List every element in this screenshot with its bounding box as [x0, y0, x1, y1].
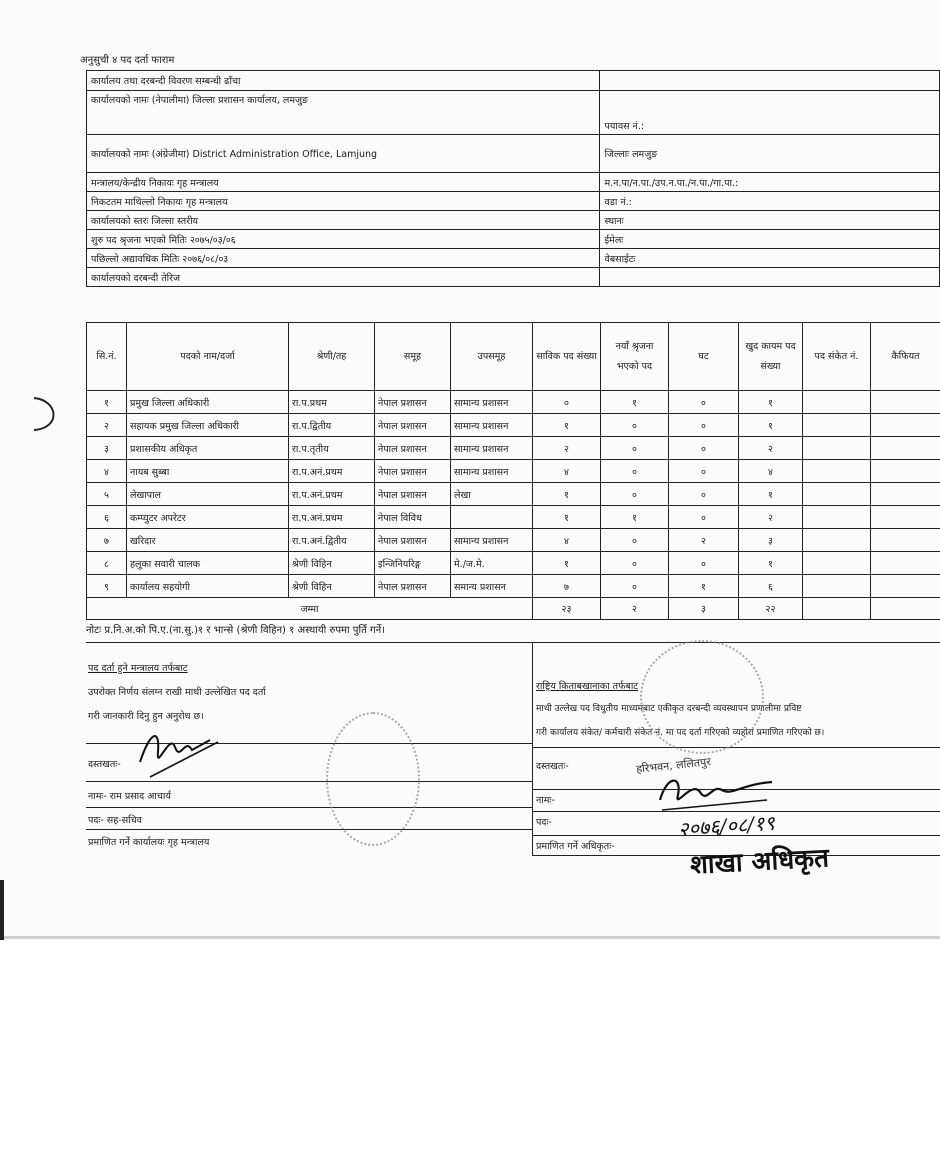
cell-empty [871, 575, 940, 598]
note: नोटः प्र.नि.अ.को पि.ए.(ना.सु.)१ र भान्से (श्रेणी विहिन) १ अस्थायी रुपमा पुर्ति गर्ने। [86, 625, 385, 636]
cell-subgroup: लेखा [451, 483, 533, 506]
total-net: २२ [739, 598, 803, 620]
cell-subgroup: समान्य प्रशासन [451, 575, 533, 598]
cell-empty [803, 506, 871, 529]
col-header: घट [669, 323, 739, 391]
cell-new: ० [601, 483, 669, 506]
cell-net: १ [739, 552, 803, 575]
right-cert-officer: प्रमाणित गर्ने अधिकृतः- [536, 841, 615, 852]
last-update: पछिल्लो अद्यावधिक मितिः २०७६/०८/०३ [87, 249, 600, 268]
cell-dec: ० [669, 506, 739, 529]
cell-grade: श्रेणी विहिन [289, 575, 375, 598]
cell-post: हलुका सवारी चालक [127, 552, 289, 575]
col-header: श्रेणी/तह [289, 323, 375, 391]
cell-net: १ [739, 391, 803, 414]
right-post: पदः- [536, 817, 552, 828]
cell-grade: रा.प.अनं.द्वितीय [289, 529, 375, 552]
total-prev: २३ [533, 598, 601, 620]
cell-group: इन्जिनियरिङ्ग [375, 552, 451, 575]
table-row [87, 575, 940, 598]
table-row [87, 414, 940, 437]
col-header: कैफियत [871, 323, 940, 391]
cell-subgroup: सामान्य प्रशासन [451, 414, 533, 437]
office-info-table [86, 70, 940, 287]
cell-post: कम्प्युटर अपरेटर [127, 506, 289, 529]
total-dec: ३ [669, 598, 739, 620]
right-sign-label: दस्तखतः- [536, 761, 569, 772]
cell-new: ० [601, 575, 669, 598]
cell-empty [871, 460, 940, 483]
page-edge-left [0, 880, 4, 940]
payabas: पयावस नं.: [600, 91, 940, 135]
col-header: सि.नं. [87, 323, 127, 391]
library-stamp [640, 640, 764, 754]
col-header: पदको नाम/दर्जा [127, 323, 289, 391]
col-header: साविक पद संख्या [533, 323, 601, 391]
cell-grade: रा.प.अनं.प्रथम [289, 483, 375, 506]
cell-dec: ० [669, 552, 739, 575]
cell-grade: रा.प.अनं.प्रथम [289, 506, 375, 529]
table-row [87, 506, 940, 529]
cell-empty [871, 506, 940, 529]
cell-subgroup [451, 506, 533, 529]
cell-empty [803, 460, 871, 483]
district: जिल्लाः लमजुङ [600, 135, 940, 173]
cell-prev: ४ [533, 529, 601, 552]
cell-post: लेखापाल [127, 483, 289, 506]
cell-prev: ४ [533, 460, 601, 483]
office-stamp [326, 712, 420, 846]
divider [86, 807, 532, 808]
cell-prev: १ [533, 506, 601, 529]
cell-new: ० [601, 414, 669, 437]
cell-dec: २ [669, 529, 739, 552]
cell-new: ० [601, 552, 669, 575]
office-level: कार्यालयको स्तरः जिल्ला स्तरीय [87, 211, 600, 230]
cell-empty [803, 414, 871, 437]
col-header: खुद कायम पद संख्या [739, 323, 803, 391]
email: ईमेलः [600, 230, 940, 249]
cell-subgroup: सामान्य प्रशासन [451, 391, 533, 414]
nearest-body: निकटतम माथिल्लो निकायः गृह मन्त्रालय [87, 192, 600, 211]
total-new: २ [601, 598, 669, 620]
cell-sn: ८ [87, 552, 127, 575]
office-name-np: कार्यालयको नामः (नेपालीमा) जिल्ला प्रशासन कार्यालय, लमजुङ [87, 91, 600, 135]
handwritten-date: २०७६/०८/१९ [677, 810, 776, 842]
ministry: मन्त्रालय/केन्द्रीय निकायः गृह मन्त्रालय [87, 173, 600, 192]
col-header: उपसमूह [451, 323, 533, 391]
cell-post: सहायक प्रमुख जिल्ला अधिकारी [127, 414, 289, 437]
handwritten-title: शाखा अधिकृत [689, 843, 830, 881]
left-sign-label: दस्तखतः- [88, 759, 121, 770]
right-name: नामः- [536, 795, 555, 806]
cell-empty [803, 575, 871, 598]
cell-new: १ [601, 506, 669, 529]
cell-subgroup: सामान्य प्रशासन [451, 529, 533, 552]
table-row [87, 552, 940, 575]
cell-prev: १ [533, 414, 601, 437]
table-row [87, 391, 940, 414]
table-row [87, 529, 940, 552]
cell-group: नेपाल प्रशासन [375, 414, 451, 437]
section-title: कार्यालय तथा दरबन्दी विवरण सम्बन्धी ढाँचा [87, 71, 600, 91]
cell-post: प्रमुख जिल्ला अधिकारी [127, 391, 289, 414]
cell-prev: ० [533, 391, 601, 414]
cell-empty [803, 483, 871, 506]
right-text2: गरी कार्यालय संकेत/ कर्मचारी संकेत नं. मा पद दर्ता गरिएको व्यहोरा प्रमाणित गरिएको छ। [536, 728, 825, 738]
punch-hole-mark [28, 394, 68, 434]
cell-sn: ५ [87, 483, 127, 506]
col-header: पद संकेत नं. [803, 323, 871, 391]
cell-net: ६ [739, 575, 803, 598]
page-edge [0, 936, 940, 939]
cell-post: प्रशासकीय अधिकृत [127, 437, 289, 460]
cell-empty [871, 483, 940, 506]
place: स्थानः [600, 211, 940, 230]
cell-sn: २ [87, 414, 127, 437]
creation-date: शुरु पद श्रृजना भएको मितिः २०७५/०३/०६ [87, 230, 600, 249]
cell-net: २ [739, 506, 803, 529]
cell-dec: ० [669, 391, 739, 414]
cell-net: ४ [739, 460, 803, 483]
cell-group: नेपाल प्रशासन [375, 391, 451, 414]
right-text1: माथी उल्लेख पद विधुतीय माध्यमबाट एकीकृत दरबन्दी व्यवस्थापन प्रणालीमा प्रविष्ट [536, 704, 802, 714]
cell-group: नेपाल विविध [375, 506, 451, 529]
cell-empty [871, 414, 940, 437]
cell-grade: रा.प.तृतीय [289, 437, 375, 460]
cell-prev: १ [533, 483, 601, 506]
cell-grade: रा.प.द्वितीय [289, 414, 375, 437]
divider [532, 747, 940, 748]
office-name-en: कार्यालयको नामः (अंग्रेजीमा) District Administration Office, Lamjung [87, 135, 600, 173]
left-post: पदः- सह-सचिव [88, 815, 142, 826]
schedule-title: अनुसुची ४ पद दर्ता फाराम [80, 55, 175, 66]
cell-post: खरिदार [127, 529, 289, 552]
stamp-text: हरिभवन, ललितपुर [635, 755, 712, 776]
cell-grade: श्रेणी विहिन [289, 552, 375, 575]
cell-empty [803, 391, 871, 414]
cell-post: कार्यालय सहयोगी [127, 575, 289, 598]
ward: वडा नं.: [600, 192, 940, 211]
cell-empty [871, 552, 940, 575]
cell-subgroup: मे./ज.मे. [451, 552, 533, 575]
cell-sn: ३ [87, 437, 127, 460]
handwritten-signature [130, 722, 220, 782]
cell-sn: १ [87, 391, 127, 414]
cell-new: १ [601, 391, 669, 414]
divider [86, 829, 532, 830]
cell-dec: ० [669, 437, 739, 460]
cell-empty [803, 437, 871, 460]
total-label: जम्मा [87, 598, 533, 620]
handwritten-signature [652, 770, 782, 815]
cell-empty [803, 552, 871, 575]
cell-new: ० [601, 437, 669, 460]
cell-empty [803, 529, 871, 552]
cell-prev: १ [533, 552, 601, 575]
table-row [87, 460, 940, 483]
cell-net: २ [739, 437, 803, 460]
cell-dec: ० [669, 414, 739, 437]
cell-grade: रा.प.प्रथम [289, 391, 375, 414]
cell-empty [871, 391, 940, 414]
right-heading: राष्ट्रिय किताबखानाका तर्फबाट [536, 681, 639, 692]
left-text2: गरी जानकारी दिनु हुन अनुरोध छ। [88, 711, 204, 722]
cell-grade: रा.प.अनं.प्रथम [289, 460, 375, 483]
cell-subgroup: सामान्य प्रशासन [451, 460, 533, 483]
cell-group: नेपाल प्रशासन [375, 460, 451, 483]
left-heading: पद दर्ता हुने मन्त्रालय तर्फबाट [88, 663, 188, 674]
table-row [87, 437, 940, 460]
cell-prev: २ [533, 437, 601, 460]
cell-group: नेपाल प्रशासन [375, 529, 451, 552]
cell-sn: ९ [87, 575, 127, 598]
cell-empty [871, 437, 940, 460]
cell-net: १ [739, 414, 803, 437]
cell-empty [871, 529, 940, 552]
cell-net: १ [739, 483, 803, 506]
col-header: नयाँ श्रृजना भएको पद [601, 323, 669, 391]
cell-dec: १ [669, 575, 739, 598]
left-cert-office: प्रमाणित गर्ने कार्यालयः गृह मन्त्रालय [88, 837, 210, 848]
cell-subgroup: सामान्य प्रशासन [451, 437, 533, 460]
cell-group: नेपाल प्रशासन [375, 575, 451, 598]
cell-sn: ६ [87, 506, 127, 529]
table-row [87, 483, 940, 506]
darbandi-label: कार्यालयको दरबन्दी तेरिज [87, 268, 600, 287]
cell-net: ३ [739, 529, 803, 552]
cell-dec: ० [669, 483, 739, 506]
cell-new: ० [601, 529, 669, 552]
cell-group: नेपाल प्रशासन [375, 437, 451, 460]
municipality: म.न.पा/न.पा./उप.न.पा./न.पा./गा.पा.: [600, 173, 940, 192]
left-name: नामः- राम प्रसाद आचार्य [88, 791, 171, 802]
divider [532, 643, 533, 855]
cell-sn: ४ [87, 460, 127, 483]
cell-dec: ० [669, 460, 739, 483]
cell-post: नायब सुब्बा [127, 460, 289, 483]
darbandi-table [86, 322, 940, 620]
cell-group: नेपाल प्रशासन [375, 483, 451, 506]
website: वेबसाईटः [600, 249, 940, 268]
cell-prev: ७ [533, 575, 601, 598]
left-text1: उपरोक्त निर्णय संलग्न राखी माथी उल्लेखित पद दर्ता [88, 687, 266, 698]
col-header: समूह [375, 323, 451, 391]
cell-sn: ७ [87, 529, 127, 552]
cell-new: ० [601, 460, 669, 483]
